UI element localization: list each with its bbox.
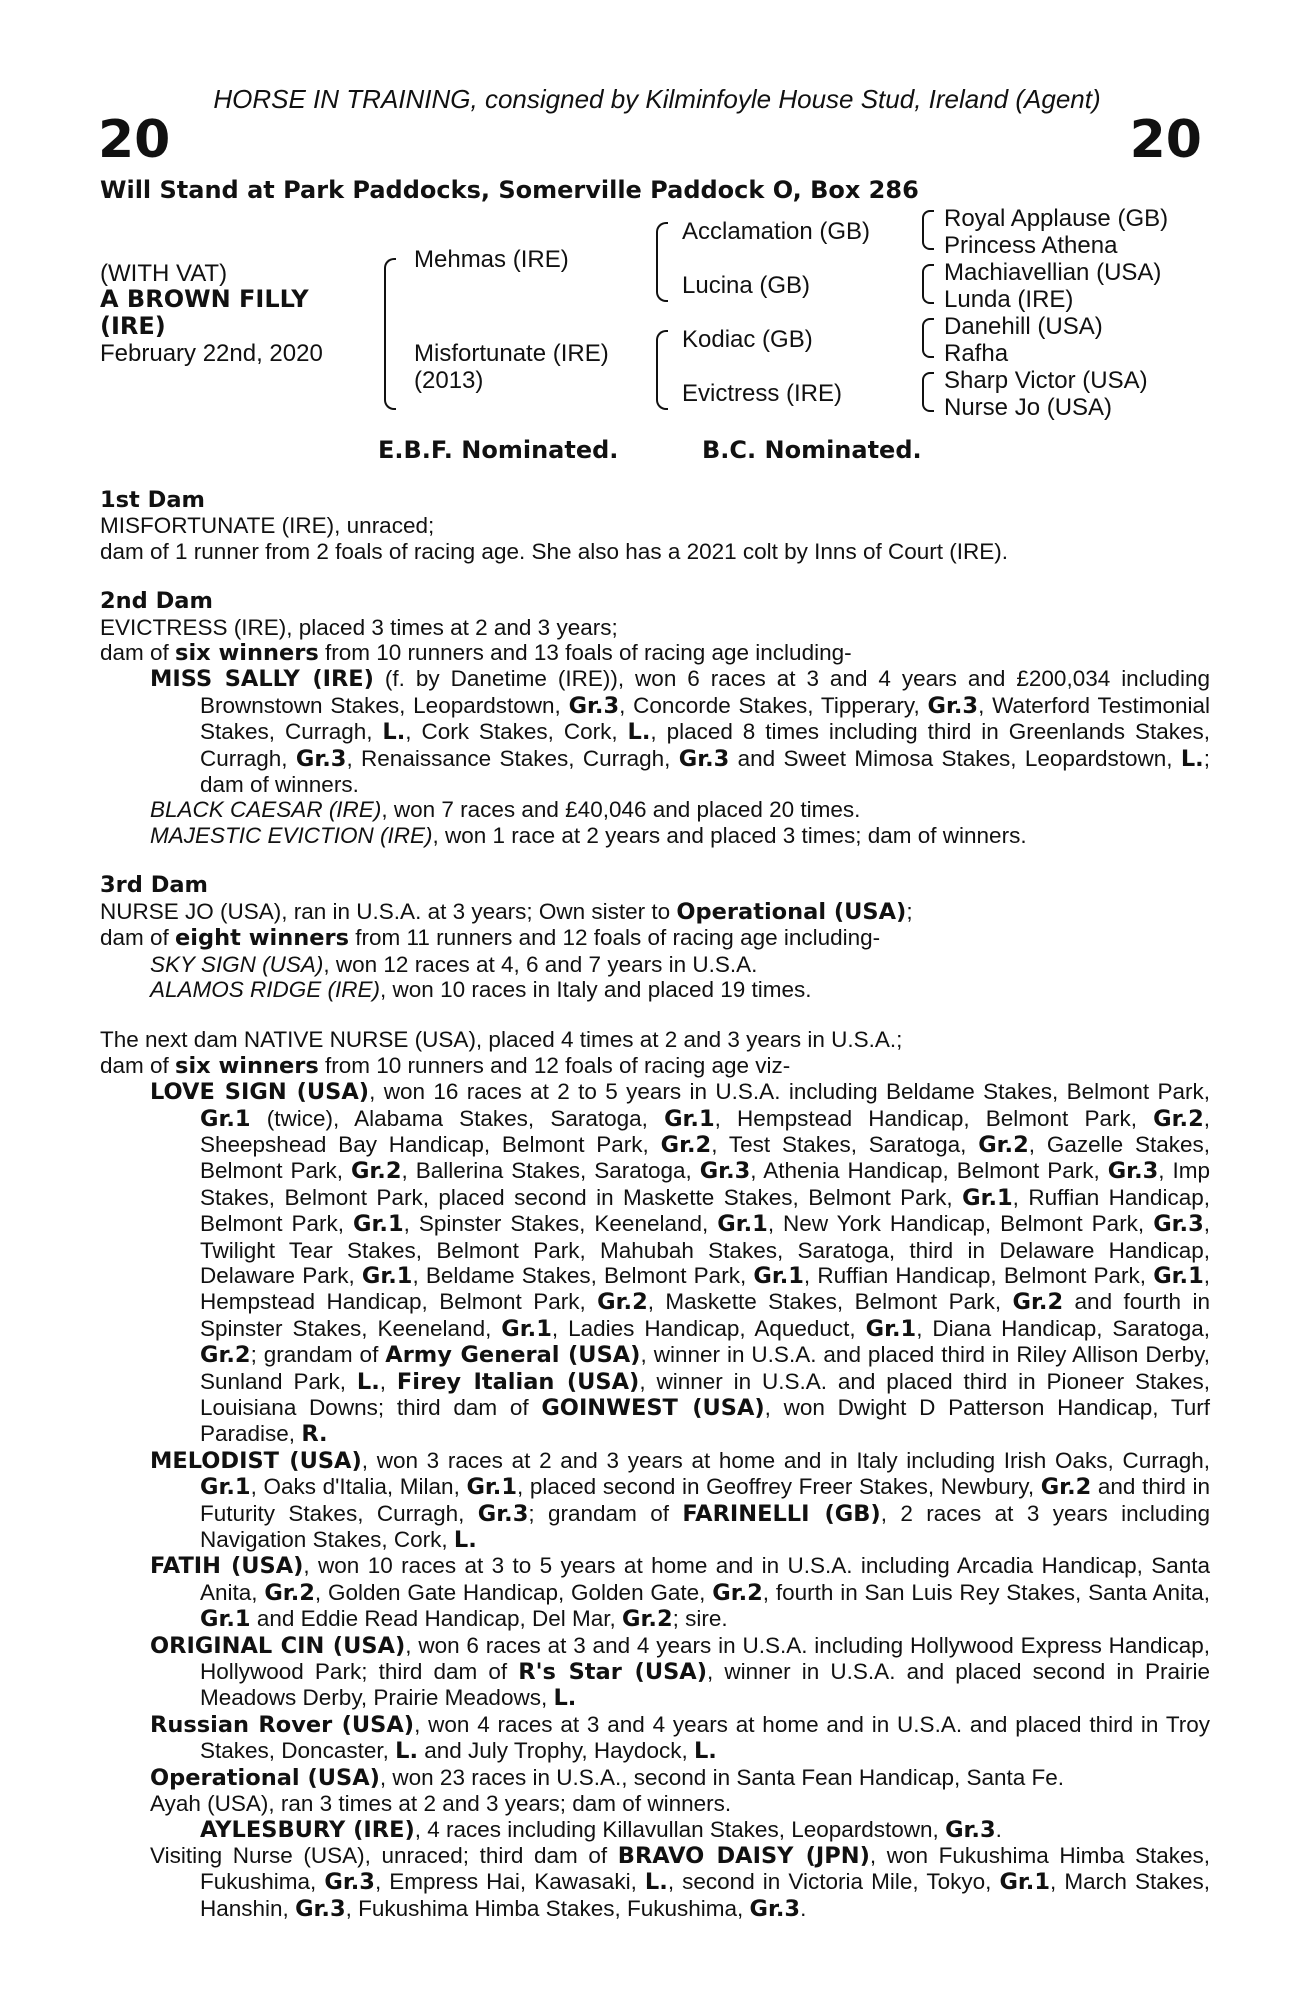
russian-rover-entry: Russian Rover (USA), won 4 races at 3 and 4 years at home and in U.S.A. and placed third in Troy Stakes, Doncaster, L. and July Trophy, Haydock, L. bbox=[150, 1711, 1210, 1765]
black-caesar-entry: BLACK CAESAR (IRE), won 7 races and £40,046 and placed 20 times. bbox=[150, 797, 861, 823]
pedigree-bracket-main bbox=[384, 258, 396, 410]
next-dam-line1: The next dam NATIVE NURSE (USA), placed 4 times at 2 and 3 years in U.S.A.; bbox=[100, 1027, 903, 1053]
great-grandparent-3: Machiavellian (USA) bbox=[944, 259, 1162, 286]
great-grandparent-1: Royal Applause (GB) bbox=[944, 205, 1169, 232]
pedigree-bracket-dam bbox=[656, 330, 668, 410]
dam2-line1: EVICTRESS (IRE), placed 3 times at 2 and 3 years; bbox=[100, 614, 618, 640]
great-grandparent-5: Danehill (USA) bbox=[944, 313, 1103, 340]
dam-sire: Kodiac (GB) bbox=[682, 326, 813, 353]
dam1-heading: 1st Dam bbox=[100, 487, 205, 513]
foaling-date: February 22nd, 2020 bbox=[100, 340, 323, 367]
dam3-line1: NURSE JO (USA), ran in U.S.A. at 3 years; Own sister to Operational (USA); bbox=[100, 898, 913, 925]
stand-location: Will Stand at Park Paddocks, Somerville Paddock O, Box 286 bbox=[100, 176, 919, 204]
lot-number-left: 20 bbox=[98, 110, 171, 170]
alamos-ridge-entry: ALAMOS RIDGE (IRE), won 10 races in Italy and placed 19 times. bbox=[150, 976, 812, 1002]
original-cin-entry: ORIGINAL CIN (USA), won 6 races at 3 and 4 years in U.S.A. including Hollywood Express Handicap, Hollywood Park; third dam of R's Star (USA), winner in U.S.A. and placed second in Prairie Meadows Derby, Prairie Meadows, L. bbox=[150, 1632, 1211, 1712]
dam2-line2: dam of six winners from 10 runners and 13 foals of racing age including- bbox=[100, 640, 852, 667]
great-grandparent-4: Lunda (IRE) bbox=[944, 286, 1074, 313]
pedigree-bracket-g4 bbox=[922, 372, 934, 412]
love-sign-entry: LOVE SIGN (USA), won 16 races at 2 to 5 years in U.S.A. including Beldame Stakes, Belmont Park, Gr.1 (twice), Alabama Stakes, Saratoga, Gr.1, Hempstead Handicap, Belmont Park, Gr.2, Sheepshead Bay Handicap, Belmont Park, Gr.2, Test Stakes, Saratoga, Gr.2, Gazelle Stakes, Belmont Park, Gr.2, Ballerina Stakes, Saratoga, Gr.3, Athenia Handicap, Belmont Park, Gr.3, Imp Stakes, Belmont Park, placed second in Maskette Stakes, Belmont Park, Gr.1, Ruffian Handicap, Belmont Park, Gr.1, Spinster Stakes, Keeneland, Gr.1, New York Handicap, Belmont Park, Gr.3, Twilight Tear Stakes, Belmont Park, Mahubah Stakes, Saratoga, third in Delaware Handicap, Delaware Park, Gr.1, Beldame Stakes, Belmont Park, Gr.1, Ruffian Handicap, Belmont Park, Gr.1, Hempstead Handicap, Belmont Park, Gr.2, Maskette Stakes, Belmont Park, Gr.2 and fourth in Spinster Stakes, Keeneland, Gr.1, Ladies Handicap, Aqueduct, Gr.1, Diana Handicap, Saratoga, Gr.2; grandam of Army General (USA), winner in U.S.A. and placed third in Riley Allison Derby, Sunland Park, L., Firey Italian (USA), winner in U.S.A. and placed third in Pioneer Stakes, Louisiana Downs; third dam of GOINWEST (USA), won Dwight D Patterson Handicap, Turf Paradise, R. bbox=[150, 1079, 1211, 1448]
lot-number-right: 20 bbox=[1129, 110, 1202, 170]
catalogue-header: HORSE IN TRAINING, consigned by Kilminfoyle House Stud, Ireland (Agent) bbox=[213, 84, 1101, 114]
bc-nominated: B.C. Nominated. bbox=[702, 436, 922, 464]
great-grandparent-7: Sharp Victor (USA) bbox=[944, 367, 1148, 394]
dam: Misfortunate (IRE) bbox=[414, 340, 609, 367]
dam1-line1: MISFORTUNATE (IRE), unraced; bbox=[100, 513, 435, 539]
ebf-nominated: E.B.F. Nominated. bbox=[378, 436, 619, 464]
pedigree-bracket-g2 bbox=[922, 264, 934, 304]
operational-entry: Operational (USA), won 23 races in U.S.A., second in Santa Fean Handicap, Santa Fe. bbox=[150, 1764, 1065, 1791]
sire-sire: Acclamation (GB) bbox=[682, 218, 871, 245]
sire-dam: Lucina (GB) bbox=[682, 272, 811, 299]
pedigree-bracket-g3 bbox=[922, 318, 934, 358]
next-dam-line2: dam of six winners from 10 runners and 12 foals of racing age viz- bbox=[100, 1052, 791, 1079]
fatih-entry: FATIH (USA), won 10 races at 3 to 5 years at home and in U.S.A. including Arcadia Handicap, Santa Anita, Gr.2, Golden Gate Handicap, Golden Gate, Gr.2, fourth in San Luis Rey Stakes, Santa Anita, Gr.1 and Eddie Read Handicap, Del Mar, Gr.2; sire. bbox=[150, 1553, 1211, 1633]
dam2-heading: 2nd Dam bbox=[100, 588, 213, 615]
sky-sign-entry: SKY SIGN (USA), won 12 races at 4, 6 and 7 years in U.S.A. bbox=[150, 951, 758, 977]
pedigree-bracket-g1 bbox=[922, 210, 934, 250]
aylesbury-entry: AYLESBURY (IRE), 4 races including Killavullan Stakes, Leopardstown, Gr.3. bbox=[200, 1816, 1002, 1843]
pedigree-bracket-sire bbox=[656, 222, 668, 302]
horse-name-line1: A BROWN FILLY bbox=[100, 285, 309, 313]
dam3-line2: dam of eight winners from 11 runners and 12 foals of racing age including- bbox=[100, 925, 881, 952]
dam3-heading: 3rd Dam bbox=[100, 872, 208, 899]
vat-note: (WITH VAT) bbox=[100, 260, 228, 287]
dam-year: (2013) bbox=[414, 367, 484, 394]
visiting-nurse-entry: Visiting Nurse (USA), unraced; third dam of BRAVO DAISY (JPN), won Fukushima Himba Stakes, Fukushima, Gr.3, Empress Hai, Kawasaki, L., second in Victoria Mile, Tokyo, Gr.1, March Stakes, Hanshin, Gr.3, Fukushima Himba Stakes, Fukushima, Gr.3. bbox=[150, 1842, 1211, 1922]
miss-sally-entry: MISS SALLY (IRE) (f. by Danetime (IRE)), won 6 races at 3 and 4 years and £200,034 including Brownstown Stakes, Leopardstown, Gr.3, Concorde Stakes, Tipperary, Gr.3, Waterford Testimonial Stakes, Curragh, L., Cork Stakes, Cork, L., placed 8 times including third in Greenlands Stakes, Curragh, Gr.3, Renaissance Stakes, Curragh, Gr.3 and Sweet Mimosa Stakes, Leopardstown, L.; dam of winners. bbox=[150, 666, 1211, 798]
majestic-eviction-entry: MAJESTIC EVICTION (IRE), won 1 race at 2 years and placed 3 times; dam of winners. bbox=[150, 822, 1027, 848]
produce-record bbox=[100, 488, 1210, 1922]
great-grandparent-8: Nurse Jo (USA) bbox=[944, 394, 1113, 421]
dam1-line2: dam of 1 runner from 2 foals of racing age. She also has a 2021 colt by Inns of Court (IRE). bbox=[100, 538, 1008, 564]
great-grandparent-2: Princess Athena bbox=[944, 232, 1118, 259]
horse-name-line2: (IRE) bbox=[100, 312, 166, 340]
melodist-entry: MELODIST (USA), won 3 races at 2 and 3 years at home and in Italy including Irish Oaks, Curragh, Gr.1, Oaks d'Italia, Milan, Gr.1, placed second in Geoffrey Freer Stakes, Newbury, Gr.2 and third in Futurity Stakes, Curragh, Gr.3; grandam of FARINELLI (GB), 2 races at 3 years including Navigation Stakes, Cork, L. bbox=[150, 1447, 1211, 1554]
great-grandparent-6: Rafha bbox=[944, 340, 1009, 367]
ayah-entry: Ayah (USA), ran 3 times at 2 and 3 years; dam of winners. bbox=[150, 1791, 732, 1817]
dam-dam: Evictress (IRE) bbox=[682, 380, 843, 407]
sire: Mehmas (IRE) bbox=[414, 246, 569, 273]
